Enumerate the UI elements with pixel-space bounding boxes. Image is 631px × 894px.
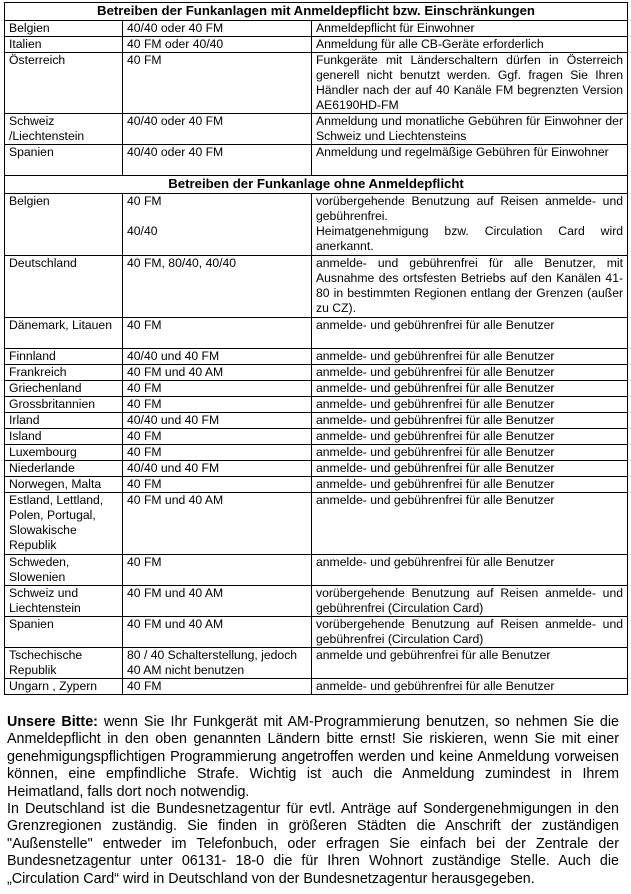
note-cell: Anmeldung und monatliche Gebühren für Einwohner der Schweiz und Liechtensteins <box>312 114 628 145</box>
table-row <box>5 413 628 429</box>
country-cell: Belgien <box>5 21 123 37</box>
note-cell: anmelde und gebührenfrei für alle Benutzer <box>312 648 628 679</box>
table-row <box>5 194 628 256</box>
note-label: Unsere Bitte: <box>7 714 98 730</box>
note-cell: anmelde- und gebührenfrei für alle Benutzer <box>312 349 628 365</box>
note-cell: anmelde- und gebührenfrei für alle Benutzer <box>312 477 628 493</box>
channels-cell: 40 FM <box>123 555 312 586</box>
channels-cell: 40 FM <box>123 318 312 349</box>
table-row <box>5 21 628 37</box>
channels-cell: 40 FM und 40 AM <box>123 493 312 555</box>
table-row <box>5 145 628 176</box>
country-cell: Schweden, Slowenien <box>5 555 123 586</box>
note-cell: anmelde- und gebührenfrei für alle Benutzer <box>312 429 628 445</box>
table-row <box>5 648 628 679</box>
section-header-row <box>5 176 628 194</box>
note-cell: anmelde- und gebührenfrei für alle Benutzer <box>312 679 628 695</box>
note-text-1: wenn Sie Ihr Funkgerät mit AM-Programmierung benutzen, so nehmen Sie die Anmeldepflicht in den oben genannten Ländern bitte ernst! Sie riskieren, wenn Sie mit einer genehmigungspflichtigen Programmierung angetroffen werden und keine Anmeldung vorweisen können, eine empfindliche Strafe. Wichtig ist auch die Anmeldung zumindest in Ihrem Heimatland, falls dort noch notwendig. <box>7 714 619 800</box>
note-cell: anmelde- und gebührenfrei für alle Benutzer, mit Ausnahme des ortsfesten Betriebs auf den Kanälen 41-80 in bestimmten Regionen entlang der Grenzen (außer zu CZ). <box>312 256 628 318</box>
table-row <box>5 53 628 114</box>
channels-cell: 40 FM und 40 AM <box>123 617 312 648</box>
note-cell: anmelde- und gebührenfrei für alle Benutzer <box>312 493 628 555</box>
table-row <box>5 461 628 477</box>
table-row <box>5 555 628 586</box>
country-cell: Schweiz /Liechtenstein <box>5 114 123 145</box>
channels-cell: 40/40 oder 40 FM <box>123 21 312 37</box>
channels-cell: 40 FM <box>123 53 312 114</box>
country-cell: Island <box>5 429 123 445</box>
note-cell: anmelde- und gebührenfrei für alle Benutzer <box>312 365 628 381</box>
channels-cell: 40 FM <box>123 397 312 413</box>
country-cell: Belgien <box>5 194 123 256</box>
channels-cell: 40 FM und 40 AM <box>123 586 312 617</box>
regulations-table-body <box>5 3 628 695</box>
note-cell: anmelde- und gebührenfrei für alle Benutzer <box>312 318 628 349</box>
channels-cell: 40 FM <box>123 679 312 695</box>
country-cell: Tschechische Republik <box>5 648 123 679</box>
note-cell: anmelde- und gebührenfrei für alle Benutzer <box>312 445 628 461</box>
note-paragraph-2: In Deutschland ist die Bundesnetzagentur für evtl. Anträge auf Sondergenehmigungen in den Grenzregionen zuständig. Sie finden in größeren Städten die Anschrift der zuständigen "Außenstelle" entweder im Telefonbuch, oder erfragen Sie einfach bei der Zentrale der Bundesnetzagentur unter 06131- 18-0 die für Ihren Wohnort zuständige Stelle. Auch die „Circulation Card“ wird in Deutschland von der Bundesnetzagentur herausgegeben. <box>7 801 619 887</box>
table-row <box>5 349 628 365</box>
table-row <box>5 445 628 461</box>
country-cell: Deutschland <box>5 256 123 318</box>
table-row <box>5 477 628 493</box>
country-cell: Spanien <box>5 617 123 648</box>
section2-title: Betreiben der Funkanlage ohne Anmeldepflicht <box>5 176 628 194</box>
table-row <box>5 617 628 648</box>
channels-cell: 40 FM und 40 AM <box>123 365 312 381</box>
table-row <box>5 381 628 397</box>
note-cell: anmelde- und gebührenfrei für alle Benutzer <box>312 555 628 586</box>
table-row <box>5 397 628 413</box>
channels-cell: 40 FM <box>123 381 312 397</box>
channels-cell: 40/40 oder 40 FM <box>123 114 312 145</box>
country-cell: Niederlande <box>5 461 123 477</box>
channels-cell: 40 FM 40/40 <box>123 194 312 256</box>
country-cell: Dänemark, Litauen <box>5 318 123 349</box>
regulations-table <box>4 2 628 695</box>
advisory-note <box>7 714 619 888</box>
table-row <box>5 679 628 695</box>
section-header-row <box>5 3 628 21</box>
channels-cell: 40 FM, 80/40, 40/40 <box>123 256 312 318</box>
note-cell: anmelde- und gebührenfrei für alle Benutzer <box>312 413 628 429</box>
country-cell: Finnland <box>5 349 123 365</box>
table-row <box>5 586 628 617</box>
note-cell: Anmeldepflicht für Einwohner <box>312 21 628 37</box>
country-cell: Norwegen, Malta <box>5 477 123 493</box>
channels-cell: 40/40 und 40 FM <box>123 349 312 365</box>
channels-cell: 40/40 und 40 FM <box>123 413 312 429</box>
note-cell: Anmeldung und regelmäßige Gebühren für Einwohner <box>312 145 628 176</box>
channels-cell: 80 / 40 Schalterstellung, jedoch 40 AM nicht benutzen <box>123 648 312 679</box>
note-cell: Funkgeräte mit Länderschaltern dürfen in Österreich generell nicht benutzt werden. Ggf. fragen Sie Ihren Händler nach der auf 40 Kanäle FM begrenzten Version AE6190HD-FM <box>312 53 628 114</box>
channels-cell: 40 FM <box>123 445 312 461</box>
channels-cell: 40/40 und 40 FM <box>123 461 312 477</box>
note-cell: Anmeldung für alle CB-Geräte erforderlich <box>312 37 628 53</box>
table-row <box>5 114 628 145</box>
country-cell: Irland <box>5 413 123 429</box>
table-row <box>5 37 628 53</box>
country-cell: Grossbritannien <box>5 397 123 413</box>
country-cell: Schweiz und Liechtenstein <box>5 586 123 617</box>
note-cell: anmelde- und gebührenfrei für alle Benutzer <box>312 461 628 477</box>
note-cell: anmelde- und gebührenfrei für alle Benutzer <box>312 397 628 413</box>
country-cell: Spanien <box>5 145 123 176</box>
channels-cell: 40 FM <box>123 429 312 445</box>
country-cell: Griechenland <box>5 381 123 397</box>
note-cell: anmelde- und gebührenfrei für alle Benutzer <box>312 381 628 397</box>
channels-cell: 40/40 oder 40 FM <box>123 145 312 176</box>
channels-cell: 40 FM <box>123 477 312 493</box>
country-cell: Frankreich <box>5 365 123 381</box>
note-cell: vorübergehende Benutzung auf Reisen anmelde- und gebührenfrei. Heimatgenehmigung bzw. Circulation Card wird anerkannt. <box>312 194 628 256</box>
country-cell: Italien <box>5 37 123 53</box>
note-paragraph-1 <box>7 714 619 801</box>
channels-cell: 40 FM oder 40/40 <box>123 37 312 53</box>
country-cell: Österreich <box>5 53 123 114</box>
note-cell: vorübergehende Benutzung auf Reisen anmelde- und gebührenfrei (Circulation Card) <box>312 617 628 648</box>
table-row <box>5 318 628 349</box>
country-cell: Ungarn , Zypern <box>5 679 123 695</box>
table-row <box>5 365 628 381</box>
section1-title: Betreiben der Funkanlagen mit Anmeldepflicht bzw. Einschränkungen <box>5 3 628 21</box>
table-row <box>5 429 628 445</box>
note-cell: vorübergehende Benutzung auf Reisen anmelde- und gebührenfrei (Circulation Card) <box>312 586 628 617</box>
table-row <box>5 493 628 555</box>
country-cell: Estland, Lettland, Polen, Portugal, Slowakische Republik <box>5 493 123 555</box>
country-cell: Luxembourg <box>5 445 123 461</box>
table-row <box>5 256 628 318</box>
